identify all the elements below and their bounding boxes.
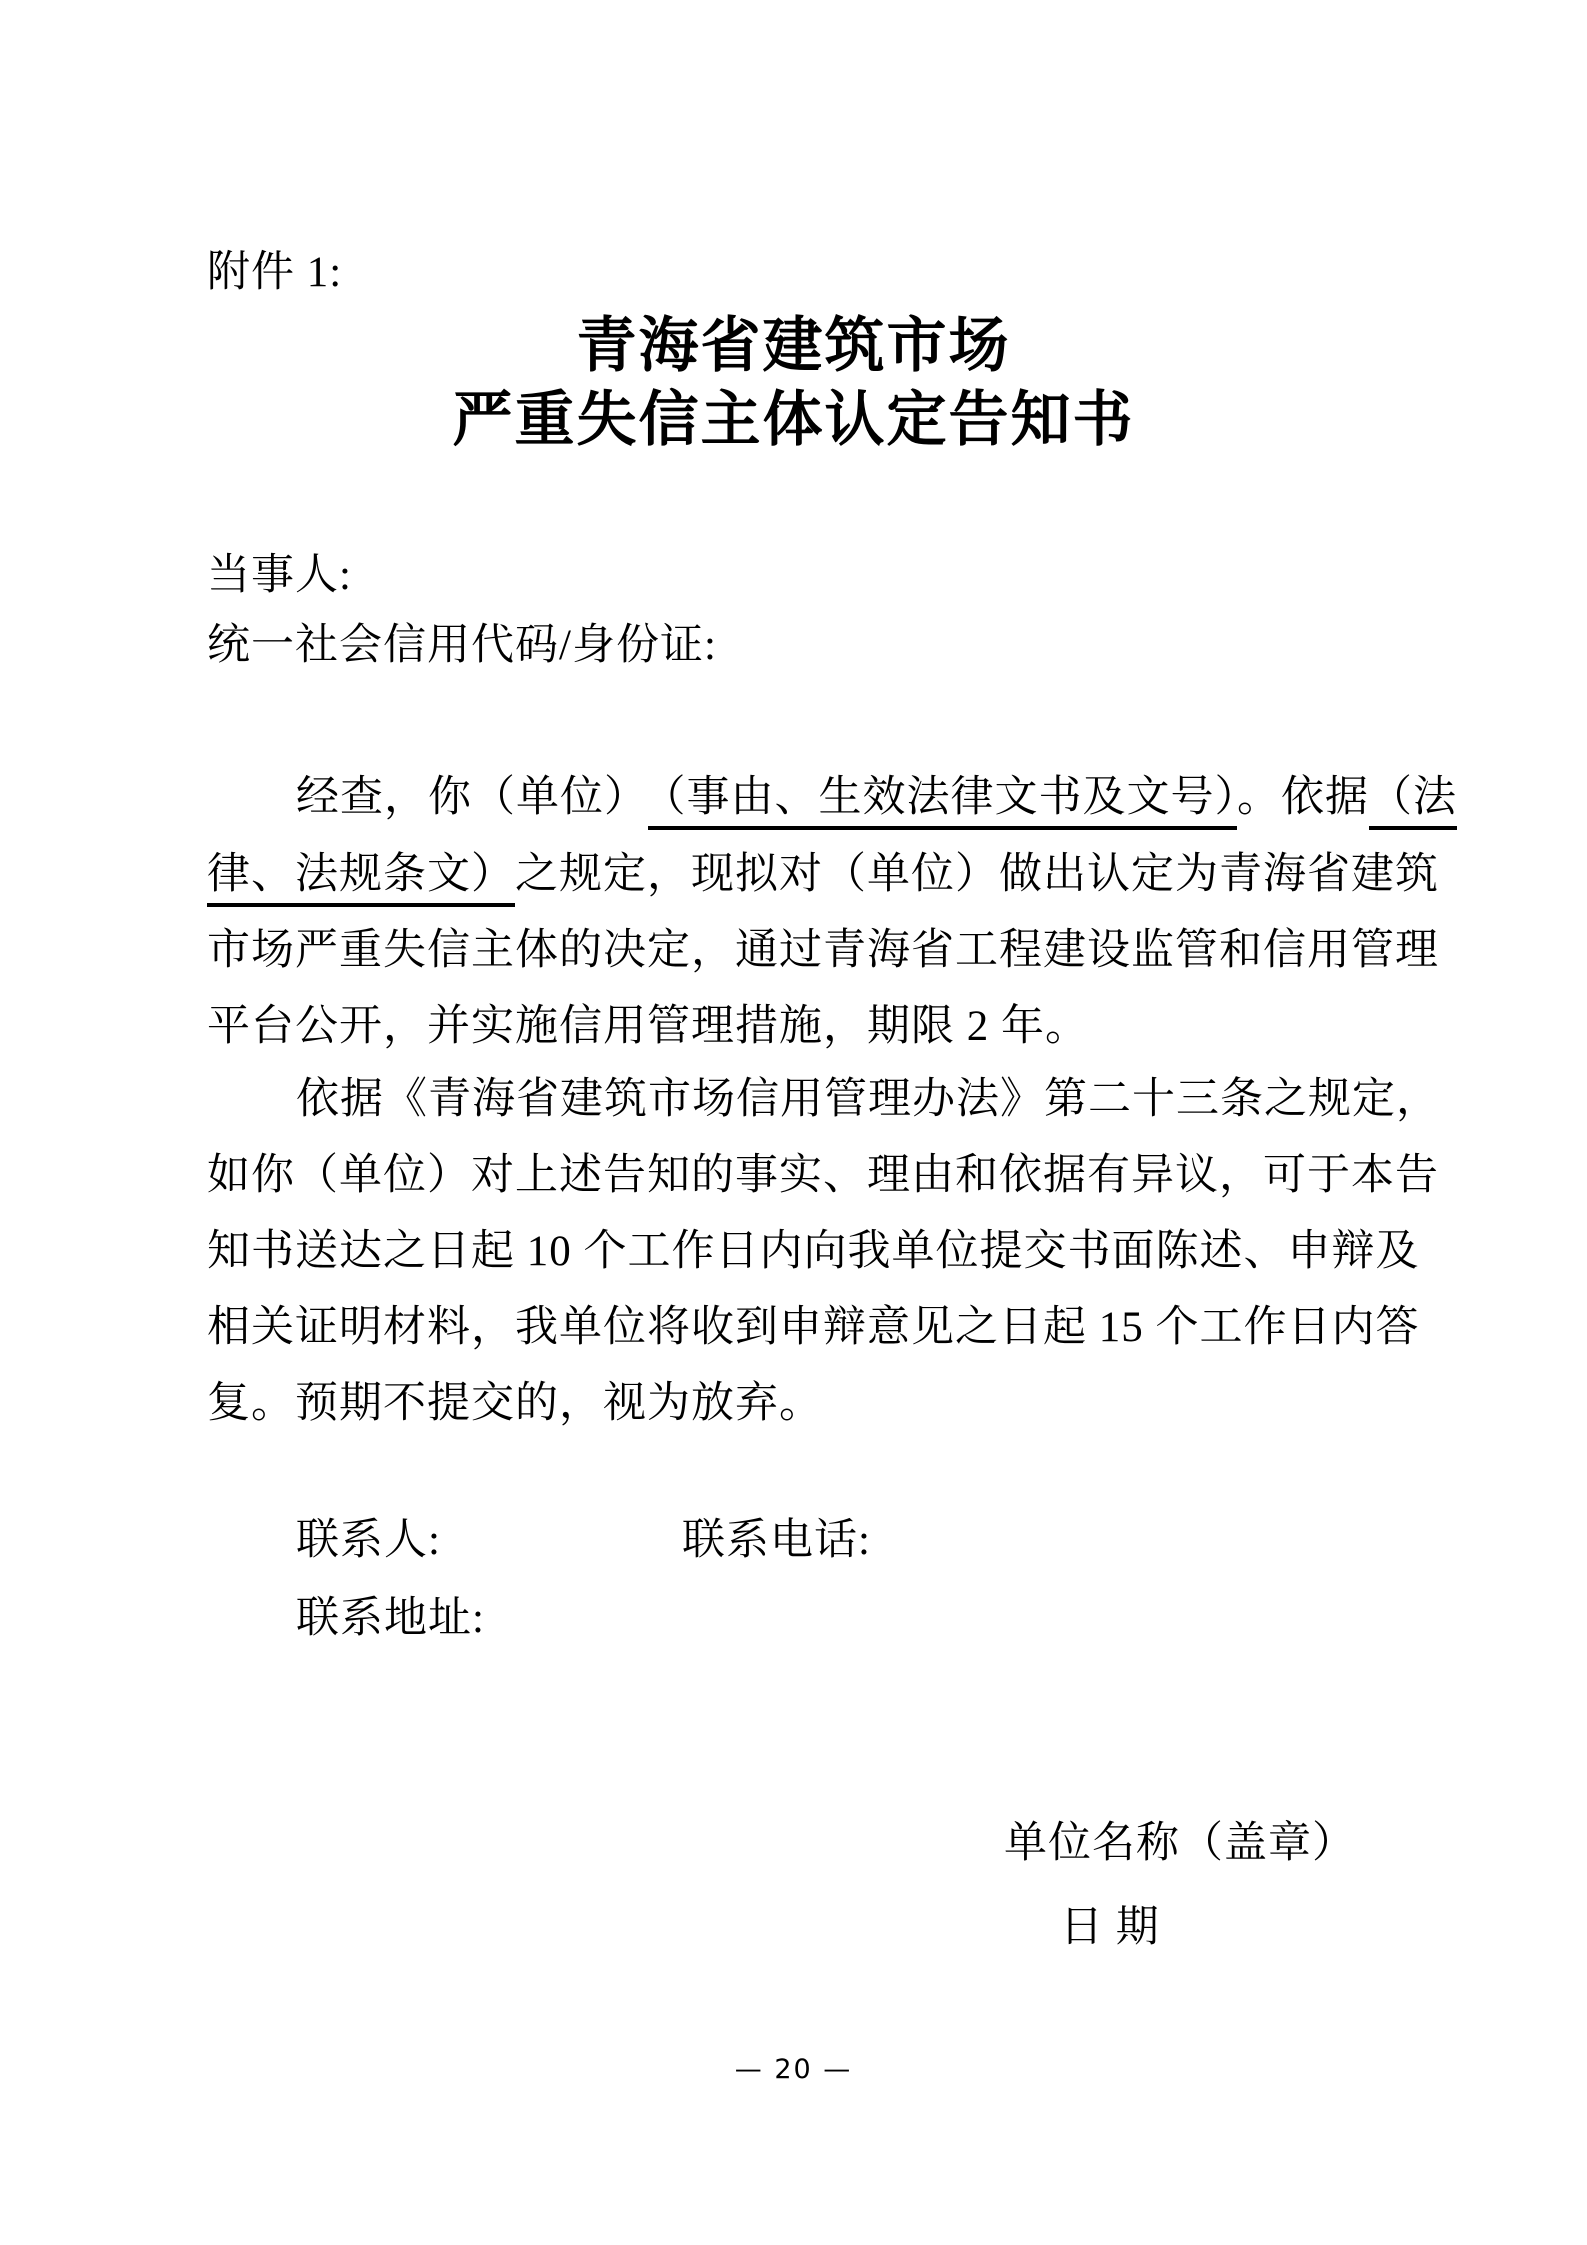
para1-line1-text: 经查，你（单位） bbox=[296, 774, 648, 821]
contact-address-label: 联系地址: bbox=[296, 1595, 485, 1642]
para1-line2 bbox=[207, 848, 1439, 902]
para2-line1: 依据《青海省建筑市场信用管理办法》第二十三条之规定， bbox=[296, 1076, 1440, 1123]
para1-line1 bbox=[296, 771, 1457, 825]
signature-date-label: 日 期 bbox=[1060, 1904, 1160, 1951]
contact-person-label: 联系人: bbox=[296, 1517, 441, 1564]
para1-line3: 市场严重失信主体的决定，通过青海省工程建设监管和信用管理 bbox=[207, 927, 1439, 974]
document-title-line2: 严重失信主体认定告知书 bbox=[452, 387, 1135, 453]
para2-line4: 相关证明材料，我单位将收到申辩意见之日起 15 个工作日内答 bbox=[207, 1304, 1420, 1351]
para2-line3: 知书送达之日起 10 个工作日内向我单位提交书面陈述、申辩及 bbox=[207, 1228, 1420, 1275]
attachment-label: 附件 1: bbox=[207, 249, 343, 296]
para2-line2: 如你（单位）对上述告知的事实、理由和依据有异议，可于本告 bbox=[207, 1152, 1439, 1199]
para2-line5: 复。预期不提交的，视为放弃。 bbox=[207, 1380, 823, 1427]
para1-line4: 平台公开，并实施信用管理措施，期限 2 年。 bbox=[207, 1003, 1089, 1050]
page-number: — 20 — bbox=[734, 2054, 853, 2085]
document-title-line1: 青海省建筑市场 bbox=[576, 313, 1011, 379]
para1-line2-blank-law: 律、法规条文） bbox=[207, 851, 515, 907]
para1-line1-text2: 。依据 bbox=[1237, 774, 1369, 821]
contact-phone-label: 联系电话: bbox=[682, 1517, 871, 1564]
signature-unit-label: 单位名称（盖章） bbox=[1004, 1820, 1356, 1867]
para1-line2-text: 之规定，现拟对（单位）做出认定为青海省建筑 bbox=[515, 851, 1439, 898]
para1-line1-blank-cause: （事由、生效法律文书及文号） bbox=[648, 774, 1237, 830]
credit-code-label: 统一社会信用代码/身份证: bbox=[207, 622, 717, 669]
party-label: 当事人: bbox=[207, 552, 352, 599]
para1-line1-blank-law: （法 bbox=[1369, 774, 1457, 830]
